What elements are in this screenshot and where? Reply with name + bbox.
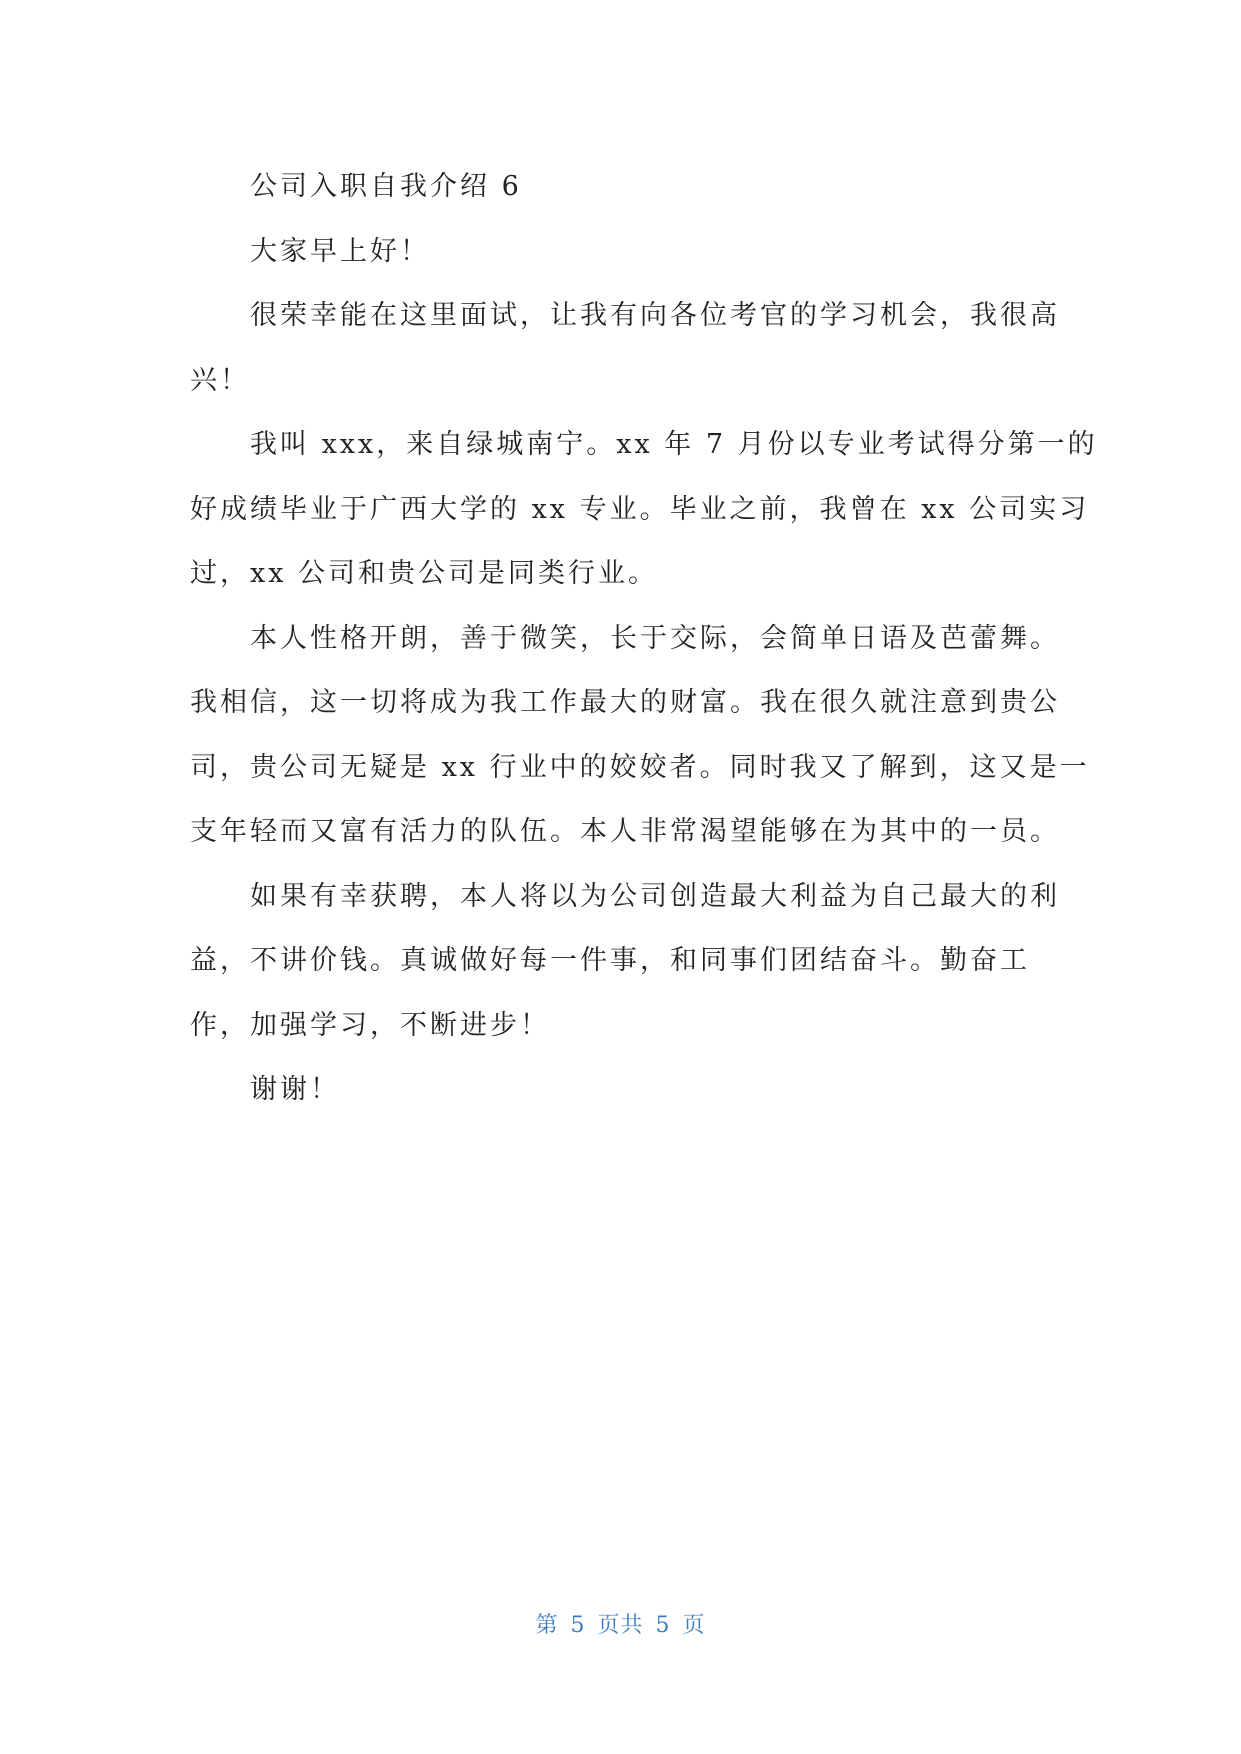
footer-current-page: 5 xyxy=(570,1613,586,1638)
text-line: 谢谢！ xyxy=(250,1074,340,1105)
personality-paragraph xyxy=(190,607,1090,865)
commitment-paragraph xyxy=(190,865,1060,1059)
text-line: 过，xx 公司和贵公司是同类行业。 xyxy=(190,558,659,589)
text-line: 本人性格开朗，善于微笑，长于交际，会简单日语及芭蕾舞。 xyxy=(250,622,1060,654)
background-paragraph xyxy=(190,413,1098,607)
text-line: 益，不讲价钱。真诚做好每一件事，和同事们团结奋斗。勤奋工 xyxy=(190,945,1030,976)
text-line: 大家早上好！ xyxy=(250,235,430,267)
text-line: 很荣幸能在这里面试，让我有向各位考官的学习机会，我很高 xyxy=(250,300,1060,331)
text-line: 我相信，这一切将成为我工作最大的财富。我在很久就注意到贵公 xyxy=(190,687,1060,718)
greeting-paragraph xyxy=(190,220,1048,285)
closing-paragraph xyxy=(190,1058,1048,1123)
footer-middle: 页共 xyxy=(597,1613,644,1638)
text-line: 如果有幸获聘，本人将以为公司创造最大利益为自己最大的利 xyxy=(250,880,1060,912)
text-line: 司，贵公司无疑是 xx 行业中的姣姣者。同时我又了解到，这又是一 xyxy=(190,751,1090,783)
document-title xyxy=(190,155,1048,220)
footer-total-pages: 5 xyxy=(655,1613,671,1638)
page-footer xyxy=(0,1608,1241,1639)
text-line: 好成绩毕业于广西大学的 xx 专业。毕业之前，我曾在 xx 公司实习 xyxy=(190,493,1090,525)
footer-suffix: 页 xyxy=(682,1613,706,1638)
text-line: 作，加强学习，不断进步！ xyxy=(190,1009,550,1041)
text-line: 支年轻而又富有活力的队伍。本人非常渴望能够在为其中的一员。 xyxy=(190,816,1060,847)
text-line: 我叫 xxx，来自绿城南宁。xx 年 7 月份以专业考试得分第一的 xyxy=(250,429,1098,460)
footer-prefix: 第 xyxy=(535,1613,559,1638)
text-line: 公司入职自我介绍 6 xyxy=(250,171,522,202)
text-line: 兴！ xyxy=(190,364,250,396)
document-body xyxy=(190,155,1098,1123)
intro-paragraph xyxy=(190,284,1060,413)
